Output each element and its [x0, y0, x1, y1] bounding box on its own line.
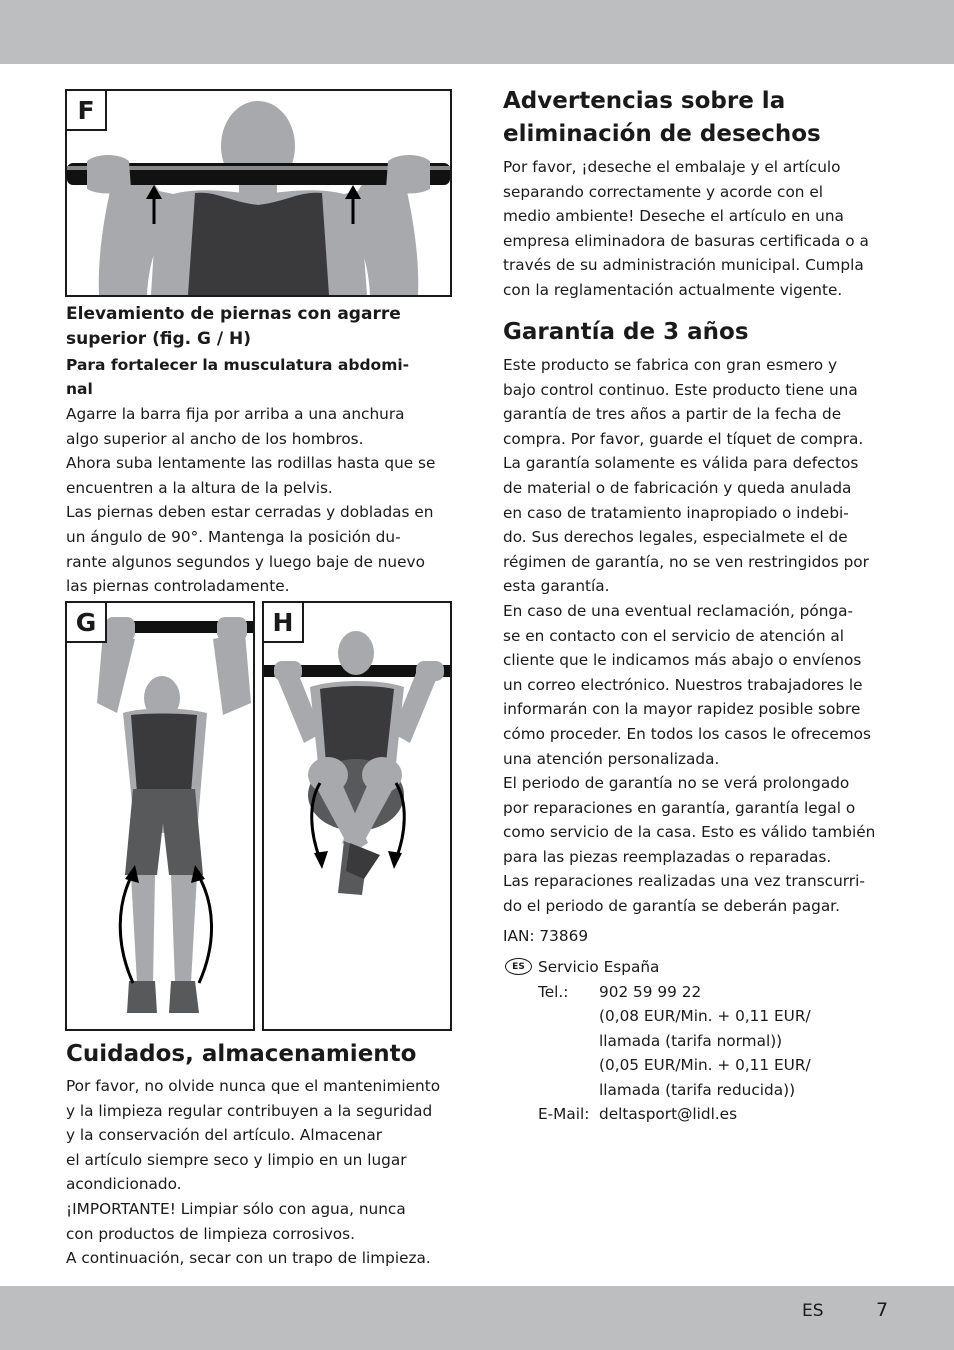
- rate-line: llamada (tarifa reducida)): [599, 1081, 796, 1099]
- body-line: se en contacto con el servicio de atención al: [503, 626, 845, 645]
- rate-line: llamada (tarifa normal)): [599, 1032, 783, 1050]
- heading-line: Advertencias sobre la: [503, 88, 786, 114]
- body-line: cliente que le indicamos más abajo o envíenos: [503, 651, 862, 670]
- rate-line: (0,08 EUR/Min. + 0,11 EUR/: [599, 1007, 811, 1025]
- body-line: separando correctamente y acorde con el: [503, 182, 824, 201]
- leg-raise-illustration-h: [264, 603, 450, 1029]
- heading-line: eliminación de desechos: [503, 121, 821, 147]
- country-badge-icon: ES: [505, 958, 532, 975]
- body-line: Agarre la barra fija por arriba a una anchura: [66, 405, 405, 423]
- body-line: cómo proceder. En todos los casos le ofrecemos: [503, 724, 872, 743]
- body-line: y la conservación del artículo. Almacenar: [66, 1126, 383, 1145]
- body-line: encuentren a la altura de la pelvis.: [66, 478, 333, 497]
- body-line: informarán con la mayor rapidez posible sobre: [503, 700, 861, 719]
- body-line: de material o de fabricación y queda anulada: [503, 478, 852, 497]
- body-line: A continuación, secar con un trapo de limpieza.: [66, 1249, 431, 1268]
- body-line: Este producto se fabrica con gran esmero y: [503, 356, 838, 374]
- body-line: régimen de garantía, no se ven restringidos por: [503, 552, 869, 571]
- body-line: Por favor, no olvide nunca que el mantenimiento: [66, 1077, 441, 1095]
- body-line: algo superior al ancho de los hombros.: [66, 429, 364, 448]
- exercise-title-line: superior (fig. G / H): [66, 329, 252, 349]
- exercise-title-line: Elevamiento de piernas con agarre: [66, 304, 401, 324]
- figure-f-label: F: [65, 89, 107, 131]
- email-address: deltasport@lidl.es: [599, 1105, 738, 1123]
- body-line: el artículo siempre seco y limpio en un lugar: [66, 1150, 407, 1169]
- warranty-heading: Garantía de 3 años: [503, 319, 749, 345]
- figure-f: [65, 89, 452, 297]
- body-line: medio ambiente! Deseche el artículo en una: [503, 207, 844, 226]
- figure-h-label: H: [262, 601, 304, 643]
- care-heading: Cuidados, almacenamiento: [66, 1041, 417, 1067]
- body-line: empresa eliminadora de basuras certificada o a: [503, 231, 869, 250]
- exercise-subtitle-line: Para fortalecer la musculatura abdomi-: [66, 356, 410, 374]
- warranty-body: [503, 353, 875, 919]
- email-label: E-Mail:: [538, 1105, 590, 1123]
- body-line: compra. Por favor, guarde el tíquet de compra.: [503, 429, 864, 448]
- footer-language: ES: [802, 1301, 824, 1321]
- body-line: con la reglamentación actualmente vigente.: [503, 280, 843, 299]
- body-line: acondicionado.: [66, 1175, 182, 1194]
- disposal-heading: [503, 85, 821, 151]
- body-line: garantía de tres años a partir de la fecha de: [503, 405, 842, 424]
- service-title: Servicio España: [538, 958, 660, 976]
- header-bar: [0, 0, 954, 64]
- rate-line: (0,05 EUR/Min. + 0,11 EUR/: [599, 1056, 811, 1074]
- disposal-body: [503, 155, 869, 303]
- body-line: Las piernas deben estar cerradas y dobladas en: [66, 503, 434, 522]
- tel-number: 902 59 99 22: [599, 983, 702, 1001]
- body-line: do el periodo de garantía se deberán pagar.: [503, 897, 840, 916]
- body-line: en caso de tratamiento inapropiado o indebi-: [503, 503, 849, 522]
- body-line: para las piezas reemplazadas o reparadas.: [503, 847, 832, 866]
- figure-g-label: G: [65, 601, 107, 643]
- body-line: y la limpieza regular contribuyen a la seguridad: [66, 1101, 433, 1120]
- tel-label: Tel.:: [538, 983, 569, 1001]
- body-line: través de su administración municipal. Cumpla: [503, 256, 864, 275]
- body-line: El periodo de garantía no se verá prolongado: [503, 774, 850, 793]
- body-line: un ángulo de 90°. Mantenga la posición du-: [66, 527, 401, 546]
- page-number: 7: [876, 1299, 889, 1321]
- body-line: Las reparaciones realizadas una vez transcurri-: [503, 872, 865, 891]
- body-line: La garantía solamente es válida para defectos: [503, 454, 859, 473]
- body-line: como servicio de la casa. Esto es válido también: [503, 823, 876, 842]
- body-line: Ahora suba lentamente las rodillas hasta que se: [66, 454, 436, 473]
- body-line: por reparaciones en garantía, garantía legal o: [503, 798, 856, 817]
- ian-number: IAN: 73869: [503, 927, 589, 945]
- body-line: una atención personalizada.: [503, 749, 720, 768]
- body-line: con productos de limpieza corrosivos.: [66, 1224, 355, 1243]
- pull-up-illustration-f: [67, 91, 450, 295]
- body-line: un correo electrónico. Nuestros trabajadores le: [503, 675, 863, 694]
- body-line: En caso de una eventual reclamación, pónga-: [503, 601, 854, 620]
- body-line: Por favor, ¡deseche el embalaje y el artículo: [503, 158, 841, 176]
- care-body: [66, 1074, 440, 1271]
- hanging-illustration-g: [67, 603, 253, 1029]
- body-line: do. Sus derechos legales, especialmete el de: [503, 528, 848, 547]
- body-line: bajo control continuo. Este producto tiene una: [503, 380, 858, 399]
- figure-h: [262, 601, 452, 1031]
- body-line: ¡IMPORTANTE! Limpiar sólo con agua, nunca: [66, 1199, 406, 1218]
- exercise-subtitle-line: nal: [66, 380, 93, 398]
- figure-g: [65, 601, 255, 1031]
- exercise-subtitle: [66, 353, 409, 401]
- exercise-body: [66, 402, 435, 599]
- body-line: rante algunos segundos y luego baje de nuevo: [66, 552, 425, 571]
- exercise-title: [66, 302, 401, 352]
- body-line: esta garantía.: [503, 577, 610, 596]
- body-line: las piernas controladamente.: [66, 577, 290, 596]
